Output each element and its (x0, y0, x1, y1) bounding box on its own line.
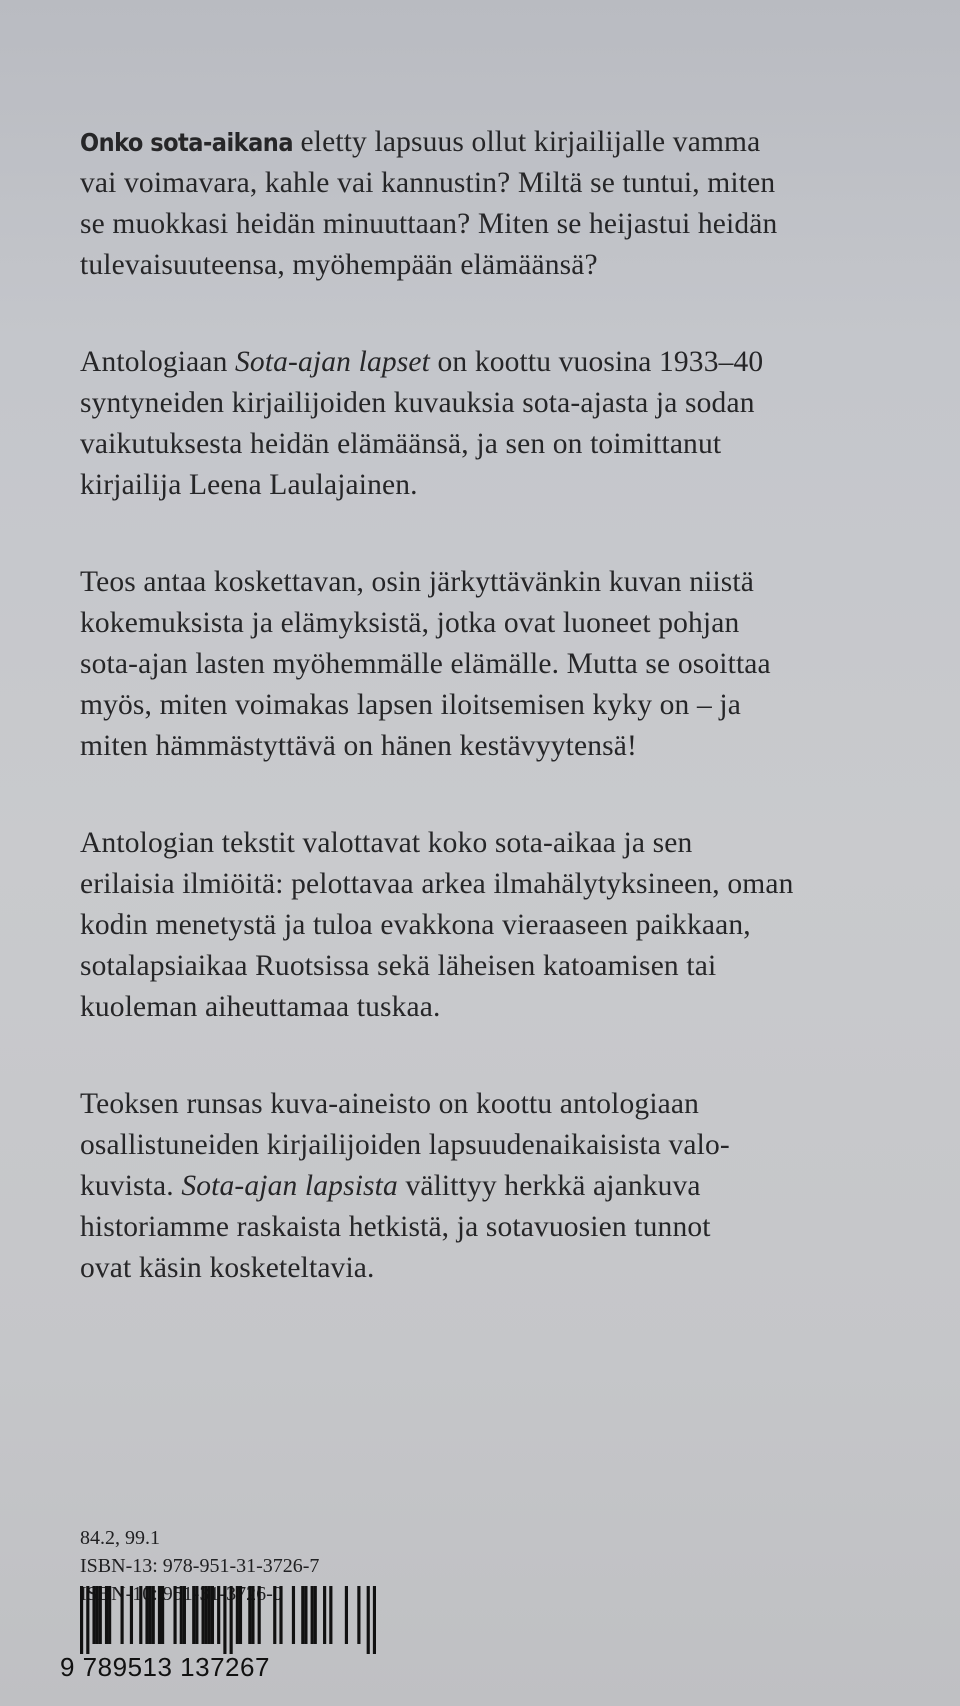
blurb-line: vaikutuksesta heidän elämäänsä, ja sen on toimittanut (80, 428, 722, 460)
barcode-bar (304, 1586, 307, 1644)
barcode-bar (357, 1586, 360, 1644)
barcode-bar (92, 1586, 95, 1644)
barcode-bar (139, 1586, 142, 1644)
barcode-bar (301, 1586, 304, 1644)
blurb-text (80, 122, 930, 1345)
isbn-13: ISBN-13: 978-951-31-3726-7 (80, 1555, 320, 1577)
blurb-line: kokemuksista ja elämyksistä, jotka ovat luoneet pohjan (80, 607, 740, 639)
blurb-line: erilaisia ilmiöitä: pelottavaa arkea ilmahälytyksineen, oman (80, 868, 794, 900)
barcode-bar (195, 1586, 198, 1644)
blurb-line: kuoleman aiheuttamaa tuskaa. (80, 991, 441, 1023)
barcode-bar (180, 1586, 183, 1644)
blurb-line: sotalapsiaikaa Ruotsissa sekä läheisen katoamisen tai (80, 950, 717, 982)
blurb-paragraph-5 (80, 1084, 930, 1289)
blurb-line: tulevaisuuteensa, myöhempään elämäänsä? (80, 249, 598, 281)
barcode-bar (279, 1586, 282, 1644)
book-title-italic: Sota-ajan lapset (235, 346, 430, 378)
barcode-bar (145, 1586, 148, 1644)
barcode-bar (323, 1586, 326, 1644)
blurb-line: kuvista. Sota-ajan lapsista välittyy herkkä ajankuva (80, 1170, 701, 1202)
blurb-paragraph-2 (80, 342, 930, 506)
blurb-paragraph-1 (80, 122, 930, 286)
barcode-bar (236, 1586, 239, 1644)
barcode-bar (273, 1586, 276, 1644)
blurb-line: sota-ajan lasten myöhemmälle elämälle. Mutta se osoittaa (80, 648, 771, 680)
barcode-bar (192, 1586, 195, 1644)
blurb-line: kodin menetystä ja tuloa evakkona vieraaseen paikkaan, (80, 909, 751, 941)
blurb-line: Antologian tekstit valottavat koko sota-aikaa ja sen (80, 827, 693, 859)
barcode-bar (329, 1586, 332, 1644)
blurb-line: Antologiaan Sota-ajan lapset on koottu vuosina 1933–40 (80, 346, 764, 378)
blurb-line: historiamme raskaista hetkistä, ja sotavuosien tunnot (80, 1211, 711, 1243)
blurb-line: se muokkasi heidän minuuttaan? Miten se heijastui heidän (80, 208, 778, 240)
classification-code: 84.2, 99.1 (80, 1527, 160, 1549)
barcode-bar (223, 1586, 226, 1654)
barcode-digits: 9 789513 137267 (60, 1652, 270, 1682)
barcode-bar (99, 1586, 102, 1644)
barcode-bars (80, 1586, 376, 1654)
barcode-bar (258, 1586, 261, 1644)
blurb-line: miten hämmästyttävä on hänen kestävyytensä! (80, 730, 637, 762)
barcode-bar (205, 1586, 208, 1644)
book-title-italic: Sota-ajan lapsista (181, 1170, 398, 1202)
barcode-bar (108, 1586, 111, 1644)
barcode-bar (230, 1586, 233, 1654)
barcode-bar (86, 1586, 89, 1654)
blurb-line: Onko sota-aikana eletty lapsuus ollut kirjailijalle vamma (80, 126, 761, 158)
barcode-bar (130, 1586, 133, 1644)
lead-in-phrase: Onko sota-aikana (80, 128, 293, 157)
barcode-bar (149, 1586, 152, 1644)
barcode-bar (96, 1586, 99, 1644)
barcode-bar (121, 1586, 124, 1644)
barcode-bar (158, 1586, 161, 1644)
barcode-bar (173, 1586, 176, 1644)
barcode-bar (202, 1586, 205, 1644)
barcode-bar (105, 1586, 108, 1644)
barcode-bar (217, 1586, 220, 1644)
barcode-bar (152, 1586, 155, 1644)
barcode-bar (239, 1586, 242, 1644)
barcode-bar (373, 1586, 376, 1654)
barcode-bar (345, 1586, 348, 1644)
barcode (56, 1586, 318, 1686)
barcode-bar (248, 1586, 251, 1644)
barcode-bar (161, 1586, 164, 1644)
blurb-line: Teos antaa koskettavan, osin järkyttävänkin kuvan niistä (80, 566, 755, 598)
barcode-bar (311, 1586, 314, 1644)
barcode-bar (211, 1586, 214, 1644)
barcode-bar (183, 1586, 186, 1644)
blurb-line: vai voimavara, kahle vai kannustin? Miltä se tuntui, miten (80, 167, 776, 199)
blurb-line: kirjailija Leena Laulajainen. (80, 469, 418, 501)
isbn-10: ISBN-10: 951-31-3726-0 (80, 1583, 283, 1605)
blurb-line: syntyneiden kirjailijoiden kuvauksia sota-ajasta ja sodan (80, 387, 755, 419)
barcode-bar (80, 1586, 83, 1654)
barcode-bar (208, 1586, 211, 1644)
barcode-bar (292, 1586, 295, 1644)
blurb-line: ovat käsin kosketeltavia. (80, 1252, 375, 1284)
barcode-bar (314, 1586, 317, 1644)
blurb-line: myös, miten voimakas lapsen iloitsemisen kyky on – ja (80, 689, 741, 721)
blurb-paragraph-4 (80, 823, 930, 1028)
blurb-line: osallistuneiden kirjailijoiden lapsuudenaikaisista valo- (80, 1129, 730, 1161)
barcode-bar (367, 1586, 370, 1654)
blurb-line: Teoksen runsas kuva-aineisto on koottu antologiaan (80, 1088, 700, 1120)
blurb-paragraph-3 (80, 562, 930, 767)
barcode-bar (251, 1586, 254, 1644)
